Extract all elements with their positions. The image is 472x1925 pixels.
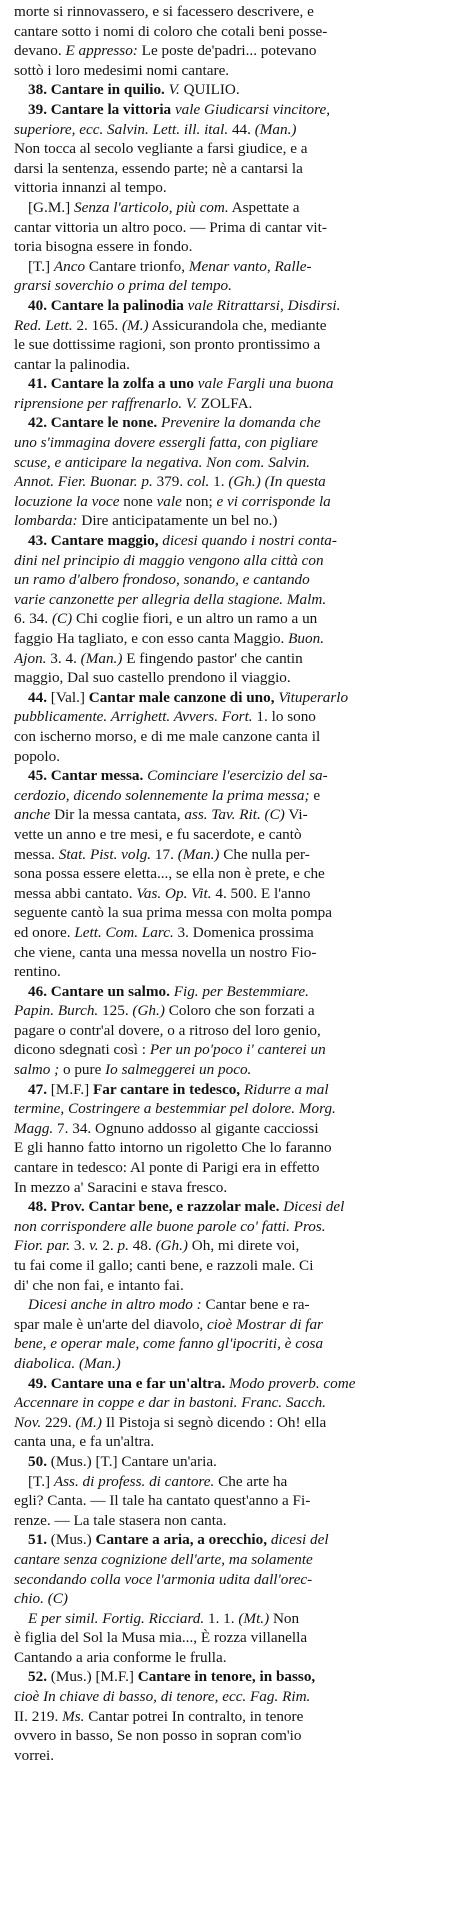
text-segment: Oh, mi direte voi, — [187, 1237, 300, 1255]
text-segment: renze. — La tale stasera non canta. — [14, 1511, 227, 1529]
text-line — [14, 1276, 464, 1296]
italic-text: (Gh.) — [155, 1237, 188, 1255]
text-line — [14, 1158, 464, 1178]
text-line — [14, 198, 464, 218]
text-line — [14, 1491, 464, 1511]
text-line — [14, 1178, 464, 1198]
text-segment: cantare in tedesco: Al ponte di Parigi era in effetto — [14, 1159, 320, 1177]
text-segment: faggio Ha tagliato, e con esso canta Maggio. — [14, 630, 289, 647]
text-line — [14, 884, 464, 904]
text-line — [14, 394, 464, 414]
text-line — [14, 218, 464, 238]
entry-headword: Cantare a aria, a orecchio, — [95, 1531, 268, 1549]
text-line — [14, 864, 464, 884]
text-segment: ovvero in basso, Se non posso in sopran com'io — [14, 1727, 302, 1745]
text-segment: Cantando a aria conforme le frulla. — [14, 1648, 227, 1666]
text-segment: Cantare trionfo, — [85, 257, 189, 275]
text-segment: 2. 165. — [72, 316, 122, 334]
text-line — [14, 1197, 464, 1217]
italic-text: dicesi quando i nostri conta- — [158, 532, 337, 550]
text-line — [14, 962, 464, 982]
text-line — [14, 511, 464, 531]
text-line — [14, 1315, 464, 1335]
text-segment: Vi- — [284, 806, 308, 824]
text-segment: 3. Domenica prossima — [173, 923, 314, 941]
italic-text: salmo ; — [14, 1061, 60, 1079]
text-segment: Non — [269, 1609, 300, 1627]
italic-text: scuse, e anticipare la negativa. Non com. Salvin. — [14, 453, 310, 471]
italic-text: grarsi soverchio o prima del tempo. — [14, 277, 232, 295]
text-line — [14, 80, 464, 100]
text-segment: Che arte ha — [214, 1472, 288, 1490]
text-segment: Dire anticipatamente un bel no.) — [77, 512, 278, 530]
text-line — [14, 1217, 464, 1237]
text-line — [14, 707, 464, 727]
text-segment: 1. 1. — [204, 1609, 239, 1627]
text-segment: egli? Canta. — Il tale ha cantato quest'anno a Fi- — [14, 1492, 311, 1510]
text-line — [14, 61, 464, 81]
text-line — [14, 1413, 464, 1433]
italic-text: un ramo d'albero frondoso, sonando, e cantando — [14, 571, 310, 589]
entry-headword: 47. — [28, 1080, 47, 1098]
italic-text: ass. Tav. Rit. — [184, 806, 261, 824]
text-segment: devano. — [14, 42, 66, 60]
text-line — [14, 335, 464, 355]
text-line — [14, 1001, 464, 1021]
text-segment: Chi coglie fiori, e un altro un ramo a un — [72, 610, 318, 628]
italic-text: Papin. Burch. — [14, 1002, 99, 1020]
text-line — [14, 923, 464, 943]
italic-text: vale — [156, 492, 182, 510]
text-line — [14, 1667, 464, 1687]
text-line — [14, 1726, 464, 1746]
text-line — [14, 1746, 464, 1766]
text-line — [14, 786, 464, 806]
text-line — [14, 903, 464, 923]
text-segment: darsi la sentenza, essendo parte; nè a cantarsi la — [14, 159, 303, 177]
text-segment: 17. — [151, 845, 178, 863]
text-segment: E gli hanno fatto intorno un rigoletto Che lo faranno — [14, 1139, 332, 1157]
italic-text: vale Fargli una buona — [193, 375, 334, 393]
text-line — [14, 609, 464, 629]
text-segment: vorrei. — [14, 1746, 55, 1764]
italic-text: Red. Lett. — [14, 316, 73, 334]
text-line — [14, 237, 464, 257]
text-segment: cantar la palinodia. — [14, 355, 130, 373]
entry-headword: 52. — [28, 1668, 47, 1686]
text-line — [14, 570, 464, 590]
text-segment: rentino. — [14, 963, 61, 981]
text-line — [14, 825, 464, 845]
text-segment: Dir la messa cantata, — [50, 806, 185, 824]
entry-headword: 41. Cantare la zolfa a uno — [28, 375, 194, 393]
italic-text: Nov. — [14, 1413, 42, 1431]
text-segment: dicono sdegnati così : — [14, 1041, 150, 1059]
entry-headword: 48. Prov. Cantar bene, e razzolar male. — [28, 1198, 280, 1216]
entry-headword: 38. Cantare in quilio. — [28, 81, 165, 99]
text-segment: non; — [181, 492, 217, 510]
text-line — [14, 1374, 464, 1394]
text-segment: Che nulla per- — [219, 845, 310, 863]
text-line — [14, 982, 464, 1002]
italic-text: dicesi del — [267, 1531, 329, 1549]
text-segment: 44. — [228, 120, 255, 138]
text-segment: none — [119, 492, 157, 510]
italic-text: Annot. Fier. Buonar. p. — [14, 473, 153, 491]
italic-text: secondando colla voce l'armonia udita dall'orec- — [14, 1570, 313, 1588]
text-line — [14, 178, 464, 198]
text-line — [14, 492, 464, 512]
italic-text: (M.) — [75, 1413, 102, 1431]
italic-text: p. — [117, 1237, 129, 1255]
text-segment: ed onore. — [14, 923, 75, 941]
italic-text: E appresso: — [65, 42, 138, 60]
italic-text: vale Ritrattarsi, Disdirsi. — [183, 296, 341, 314]
text-line — [14, 453, 464, 473]
text-line — [14, 100, 464, 120]
italic-text: bene, e operar male, come fanno gl'ipocriti, è cosa — [14, 1335, 324, 1353]
text-line — [14, 1530, 464, 1550]
italic-text: (In questa — [264, 473, 326, 491]
italic-text: pubblicamente. Arrighett. Avvers. Fort. — [14, 708, 253, 726]
italic-text: Prevenire la domanda che — [157, 414, 321, 432]
text-line — [14, 668, 464, 688]
text-segment: 48. — [128, 1237, 156, 1255]
text-segment: 219. — [27, 1707, 63, 1725]
text-segment: Cantar bene e ra- — [201, 1296, 310, 1314]
italic-text: (Man.) — [80, 649, 123, 667]
text-line — [14, 41, 464, 61]
italic-text: Fior. par. — [14, 1237, 71, 1255]
text-line — [14, 747, 464, 767]
italic-text: lombarda: — [14, 512, 78, 530]
text-line — [14, 943, 464, 963]
italic-text: Io salmeggerei un poco. — [105, 1061, 252, 1079]
italic-text: non corrispondere alle buone parole co' fatti. Pros. — [14, 1217, 326, 1235]
italic-text: Buon. — [288, 630, 324, 647]
italic-text: Ms. — [62, 1707, 85, 1725]
text-segment: (Mus.) — [46, 1531, 96, 1549]
text-line — [14, 1393, 464, 1413]
entry-headword: 46. Cantare un salmo. — [28, 982, 170, 1000]
entry-headword: 49. Cantare una e far un'altra. — [28, 1374, 226, 1392]
text-line — [14, 139, 464, 159]
entry-headword: 42. Cantare le none. — [28, 414, 158, 432]
italic-text: (Gh.) — [132, 1002, 165, 1020]
text-line — [14, 845, 464, 865]
italic-text: (Man.) — [177, 845, 220, 863]
italic-text: Ajon. — [14, 649, 47, 667]
italic-text: Ass. di profess. di cantore. — [53, 1472, 215, 1490]
text-line — [14, 472, 464, 492]
italic-text: Magg. — [14, 1119, 54, 1137]
text-segment: o pure — [59, 1061, 106, 1079]
italic-text: Dicesi del — [279, 1198, 345, 1216]
entry-headword: Far cantare in tedesco, — [93, 1080, 241, 1098]
entry-headword: Cantare in tenore, in basso, — [137, 1668, 316, 1686]
text-segment: 6. 34. — [14, 610, 52, 628]
text-segment: è figlia del Sol la Musa mia..., È rozza villanella — [14, 1629, 308, 1647]
text-line — [14, 1511, 464, 1531]
italic-text: dini nel principio di maggio vengono alla città con — [14, 551, 324, 569]
text-line — [14, 1060, 464, 1080]
text-segment: vette un anno e tre mesi, e fu sacerdote, e cantò — [14, 825, 302, 843]
text-line — [14, 1021, 464, 1041]
text-line — [14, 1432, 464, 1452]
italic-text: cioè In chiave di basso, di tenore, ecc. Fag. Rim. — [14, 1688, 311, 1706]
text-segment: [M.F.] — [46, 1080, 94, 1098]
entry-headword: 40. Cantare la palinodia — [28, 296, 184, 314]
text-line — [14, 590, 464, 610]
text-segment: 3. — [70, 1237, 90, 1255]
italic-text: Vas. Op. Vit. — [136, 884, 212, 902]
entry-headword: Cantar male canzone di uno, — [88, 688, 275, 706]
text-segment: 4. 500. E l'anno — [211, 884, 311, 902]
text-segment: che viene, canta una messa novella un nostro Fio- — [14, 943, 317, 961]
text-line — [14, 120, 464, 140]
italic-text: Modo proverb. come — [225, 1374, 356, 1392]
text-segment: messa. — [14, 845, 59, 863]
italic-text: Lett. Com. Larc. — [74, 923, 174, 941]
entry-headword: 50. — [28, 1452, 47, 1470]
italic-text: cantare senza cognizione dell'arte, ma solamente — [14, 1550, 313, 1568]
italic-text: vale Giudicarsi vincitore, — [171, 100, 331, 118]
text-segment: [T.] — [28, 257, 54, 275]
entry-headword: 43. Cantare maggio, — [28, 532, 159, 550]
text-line — [14, 766, 464, 786]
italic-text: cioè Mostrar di far — [206, 1315, 323, 1333]
text-segment: popolo. — [14, 747, 60, 765]
text-line — [14, 1099, 464, 1119]
entry-headword: 44. — [28, 688, 47, 706]
text-segment: (Mus.) [M.F.] — [46, 1668, 138, 1686]
text-line — [14, 1472, 464, 1492]
text-segment: [Val.] — [46, 688, 89, 706]
text-segment: 2. — [98, 1237, 118, 1255]
text-line — [14, 316, 464, 336]
text-line — [14, 1080, 464, 1100]
italic-text: col. — [186, 473, 210, 491]
italic-text: V. — [168, 81, 180, 99]
text-segment: spar male è un'arte del diavolo, — [14, 1315, 207, 1333]
text-segment: sottò i loro medesimi nomi cantare. — [14, 61, 230, 79]
italic-text: Vituperarlo — [274, 688, 349, 706]
text-segment: sona possa essere eletta..., se ella non è prete, e che — [14, 865, 325, 883]
italic-text: diabolica. (Man.) — [14, 1354, 121, 1372]
italic-text: cerdozio, dicendo solennemente la prima messa; — [14, 786, 310, 804]
text-segment: cantare sotto i nomi di coloro che cotali beni posse- — [14, 22, 328, 40]
italic-text: Fig. per Bestemmiare. — [169, 982, 309, 1000]
text-segment: 125. — [98, 1002, 133, 1020]
text-segment: [T.] — [28, 1472, 54, 1490]
text-segment: seguente cantò la sua prima messa con molta pompa — [14, 904, 332, 922]
text-line — [14, 727, 464, 747]
italic-text: Dicesi anche in altro modo : — [28, 1296, 202, 1314]
italic-text: (C) — [51, 610, 73, 628]
text-line — [14, 1628, 464, 1648]
italic-text: Senza l'articolo, più com. — [73, 198, 229, 216]
text-line — [14, 531, 464, 551]
text-line — [14, 257, 464, 277]
text-segment: 379. — [152, 473, 187, 491]
italic-text: Anco — [53, 257, 86, 275]
text-line — [14, 374, 464, 394]
text-line — [14, 276, 464, 296]
entry-headword: 39. Cantare la vittoria — [28, 100, 172, 118]
text-line — [14, 1648, 464, 1668]
text-segment: 3. 4. — [46, 649, 81, 667]
text-line — [14, 22, 464, 42]
text-line — [14, 1334, 464, 1354]
text-line — [14, 1236, 464, 1256]
text-segment: E fingendo pastor' che cantin — [122, 649, 303, 667]
text-segment: 7. 34. Ognuno addosso al gigante cacciossi — [53, 1119, 319, 1137]
text-segment: Aspettate a — [228, 198, 300, 216]
text-line — [14, 1138, 464, 1158]
text-segment: vittoria innanzi al tempo. — [14, 179, 167, 197]
text-line — [14, 1589, 464, 1609]
text-line — [14, 1452, 464, 1472]
text-line — [14, 1687, 464, 1707]
italic-text: Accennare in coppe e dar in bastoni. Franc. Sacch. — [14, 1394, 326, 1412]
entry-headword: 51. — [28, 1531, 47, 1549]
text-line — [14, 159, 464, 179]
text-segment: di' che non fai, e intanto fai. — [14, 1276, 184, 1294]
text-segment: morte si rinnovassero, e si facessero descrivere, e — [14, 3, 314, 20]
text-segment: [G.M.] — [28, 198, 74, 216]
text-segment: Non tocca al secolo vegliante a farsi giudice, e a — [14, 140, 308, 158]
text-segment: In mezzo a' Saracini e stava fresco. — [14, 1178, 228, 1196]
italic-text: v. — [89, 1237, 99, 1255]
text-segment: messa abbi cantato. — [14, 884, 137, 902]
italic-text: locuzione la voce — [14, 492, 120, 510]
text-segment: cantar vittoria un altro poco. — Prima di cantar vit- — [14, 218, 327, 236]
text-line — [14, 551, 464, 571]
text-segment: II. — [14, 1707, 28, 1725]
text-line — [14, 805, 464, 825]
text-segment: pagare o contr'al dovere, o a ritroso del loro genio, — [14, 1021, 321, 1039]
text-segment: tu fai come il gallo; canti bene, e razzoli male. Ci — [14, 1257, 314, 1274]
entry-headword: 45. Cantar messa. — [28, 767, 144, 785]
text-segment: maggio, Dal suo castello prendono il viaggio. — [14, 669, 291, 687]
text-segment: canta una, e fa un'altra. — [14, 1433, 155, 1451]
text-segment: le sue dottissime ragioni, son pronto prontissimo a — [14, 336, 321, 354]
text-line — [14, 649, 464, 669]
italic-text: anche — [14, 806, 51, 824]
text-line — [14, 355, 464, 375]
italic-text: superiore, ecc. Salvin. Lett. ill. ital. — [14, 120, 229, 138]
text-line — [14, 413, 464, 433]
italic-text: (Gh.) — [228, 473, 261, 491]
italic-text: riprensione per raffrenarlo. V. — [14, 394, 197, 412]
text-segment: con ischerno morso, e di me male canzone canta il — [14, 727, 321, 745]
italic-text: Per un po'poco i' canterei un — [149, 1041, 326, 1059]
text-line — [14, 688, 464, 708]
italic-text: Menar vanto, Ralle- — [188, 257, 312, 275]
italic-text: varie canzonette per allegria della stagione. Malm. — [14, 590, 327, 608]
text-segment: Coloro che son forzati a — [164, 1002, 315, 1020]
italic-text: chio. (C) — [14, 1590, 68, 1608]
italic-text: E per simil. Fortig. Ricciard. — [28, 1609, 205, 1627]
text-line — [14, 1295, 464, 1315]
text-line — [14, 1354, 464, 1374]
text-line — [14, 1570, 464, 1590]
italic-text: Ridurre a mal — [240, 1080, 329, 1098]
text-segment: 229. — [41, 1413, 76, 1431]
text-line — [14, 1256, 464, 1276]
italic-text: (Man.) — [254, 120, 297, 138]
text-segment: ZOLFA. — [196, 394, 253, 412]
text-segment: Assicurandola che, mediante — [148, 316, 327, 334]
italic-text: Cominciare l'esercizio del sa- — [143, 767, 328, 785]
text-segment: QUILIO. — [179, 81, 240, 99]
text-line — [14, 629, 464, 649]
text-line — [14, 1550, 464, 1570]
text-segment: Le poste de'padri... potevano — [137, 42, 317, 60]
italic-text: termine, Costringere a bestemmiar pel dolore. Morg. — [14, 1100, 336, 1118]
text-line — [14, 1707, 464, 1727]
italic-text: (M.) — [122, 316, 149, 334]
text-segment: Il Pistoja si segnò dicendo : Oh! ella — [101, 1413, 327, 1431]
text-line — [14, 433, 464, 453]
italic-text: (C) — [264, 806, 285, 824]
italic-text: Stat. Pist. volg. — [58, 845, 152, 863]
italic-text: uno s'immagina dovere essergli fatta, con pigliare — [14, 434, 319, 452]
text-segment: 1. lo sono — [252, 708, 316, 726]
italic-text: (Mt.) — [238, 1609, 270, 1627]
text-line — [14, 1040, 464, 1060]
text-segment: Cantar potrei In contralto, in tenore — [84, 1707, 304, 1725]
text-line — [14, 1119, 464, 1139]
text-segment: e — [309, 786, 321, 804]
text-segment: 1. — [209, 473, 229, 491]
text-line — [14, 296, 464, 316]
text-line — [14, 1609, 464, 1629]
text-segment: toria bisogna essere in fondo. — [14, 238, 193, 256]
text-line — [14, 2, 464, 22]
italic-text: e vi corrisponde la — [216, 492, 331, 510]
text-segment: (Mus.) [T.] Cantare un'aria. — [46, 1452, 217, 1470]
